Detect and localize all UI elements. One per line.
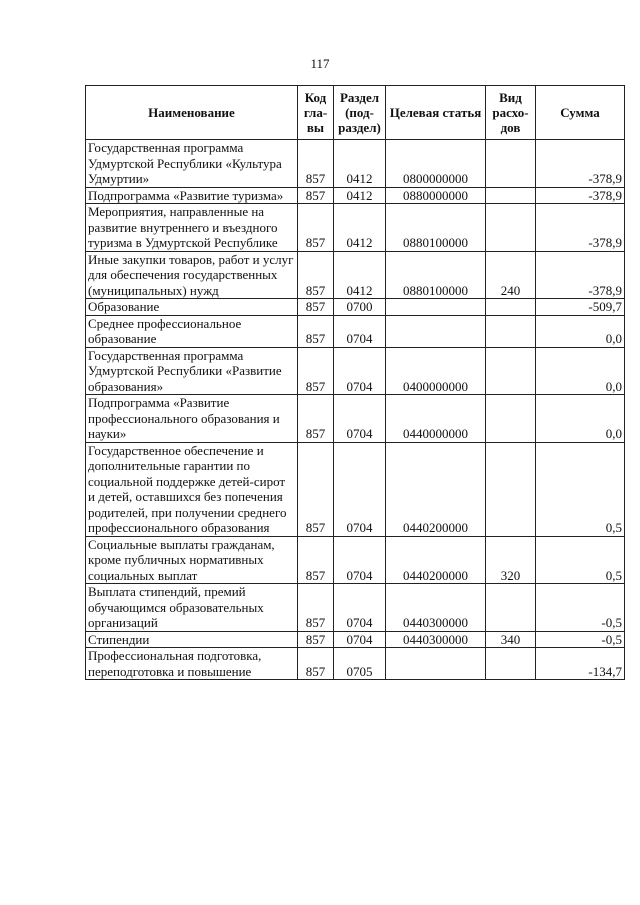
row-chapter-cell: 857 xyxy=(298,187,334,204)
row-name-cell: Образование xyxy=(86,299,298,316)
table-row xyxy=(86,140,625,188)
row-section-cell: 0412 xyxy=(334,187,386,204)
row-article-cell: 0440300000 xyxy=(386,631,486,648)
row-chapter-cell: 857 xyxy=(298,536,334,584)
row-section-cell: 0704 xyxy=(334,536,386,584)
row-article-cell: 0880000000 xyxy=(386,187,486,204)
row-chapter-cell: 857 xyxy=(298,584,334,632)
row-expense-type-cell xyxy=(486,442,536,536)
row-section-cell: 0704 xyxy=(334,347,386,395)
table-body xyxy=(86,140,625,680)
row-chapter-cell: 857 xyxy=(298,395,334,443)
row-expense-type-cell: 340 xyxy=(486,631,536,648)
table-row xyxy=(86,315,625,347)
row-article-cell: 0440300000 xyxy=(386,584,486,632)
row-expense-type-cell xyxy=(486,187,536,204)
row-sum-cell: -378,9 xyxy=(536,187,625,204)
table-row xyxy=(86,536,625,584)
row-name-cell: Профессиональная подготовка, переподготовка и повышение xyxy=(86,648,298,680)
row-name-cell: Выплата стипендий, премий обучающимся образовательных организаций xyxy=(86,584,298,632)
row-chapter-cell: 857 xyxy=(298,251,334,299)
row-chapter-cell: 857 xyxy=(298,631,334,648)
row-article-cell: 0880100000 xyxy=(386,204,486,252)
header-expense-type: Вид расхо- дов xyxy=(486,86,536,140)
row-chapter-cell: 857 xyxy=(298,315,334,347)
row-sum-cell: -0,5 xyxy=(536,631,625,648)
row-expense-type-cell xyxy=(486,315,536,347)
table-row xyxy=(86,648,625,680)
row-section-cell: 0704 xyxy=(334,631,386,648)
row-article-cell xyxy=(386,299,486,316)
table-header xyxy=(86,86,625,140)
header-chapter: Код гла- вы xyxy=(298,86,334,140)
row-sum-cell: -378,9 xyxy=(536,140,625,188)
table-row xyxy=(86,251,625,299)
row-expense-type-cell xyxy=(486,648,536,680)
row-name-cell: Подпрограмма «Развитие туризма» xyxy=(86,187,298,204)
row-sum-cell: -378,9 xyxy=(536,251,625,299)
header-name: Наименование xyxy=(86,86,298,140)
row-expense-type-cell xyxy=(486,347,536,395)
row-expense-type-cell xyxy=(486,299,536,316)
row-sum-cell: -378,9 xyxy=(536,204,625,252)
row-section-cell: 0700 xyxy=(334,299,386,316)
row-article-cell: 0440000000 xyxy=(386,395,486,443)
row-section-cell: 0412 xyxy=(334,204,386,252)
row-article-cell xyxy=(386,315,486,347)
row-name-cell: Государственная программа Удмуртской Республики «Развитие образования» xyxy=(86,347,298,395)
table-row xyxy=(86,631,625,648)
row-expense-type-cell: 240 xyxy=(486,251,536,299)
row-section-cell: 0704 xyxy=(334,584,386,632)
row-sum-cell: -0,5 xyxy=(536,584,625,632)
row-name-cell: Иные закупки товаров, работ и услуг для обеспечения государственных (муниципальных) нужд xyxy=(86,251,298,299)
row-chapter-cell: 857 xyxy=(298,442,334,536)
row-name-cell: Государственное обеспечение и дополнительные гарантии по социальной поддержке детей-сирот и детей, оставшихся без попечения родителей, при получении среднего профессионального образования xyxy=(86,442,298,536)
row-sum-cell: 0,0 xyxy=(536,347,625,395)
row-section-cell: 0412 xyxy=(334,140,386,188)
page-number: 117 xyxy=(310,56,330,71)
row-article-cell: 0800000000 xyxy=(386,140,486,188)
row-chapter-cell: 857 xyxy=(298,299,334,316)
row-expense-type-cell xyxy=(486,395,536,443)
row-sum-cell: -509,7 xyxy=(536,299,625,316)
row-article-cell: 0440200000 xyxy=(386,442,486,536)
row-section-cell: 0704 xyxy=(334,442,386,536)
header-sum: Сумма xyxy=(536,86,625,140)
row-section-cell: 0705 xyxy=(334,648,386,680)
table-row xyxy=(86,204,625,252)
table-row xyxy=(86,299,625,316)
row-section-cell: 0704 xyxy=(334,315,386,347)
row-expense-type-cell xyxy=(486,584,536,632)
row-name-cell: Социальные выплаты гражданам, кроме публичных нормативных социальных выплат xyxy=(86,536,298,584)
row-expense-type-cell: 320 xyxy=(486,536,536,584)
row-name-cell: Государственная программа Удмуртской Республики «Культура Удмуртии» xyxy=(86,140,298,188)
row-name-cell: Мероприятия, направленные на развитие внутреннего и въездного туризма в Удмуртской Республике xyxy=(86,204,298,252)
row-name-cell: Стипендии xyxy=(86,631,298,648)
row-article-cell xyxy=(386,648,486,680)
row-sum-cell: 0,5 xyxy=(536,442,625,536)
table-row xyxy=(86,187,625,204)
row-article-cell: 0880100000 xyxy=(386,251,486,299)
row-chapter-cell: 857 xyxy=(298,347,334,395)
row-sum-cell: 0,5 xyxy=(536,536,625,584)
table-row xyxy=(86,442,625,536)
table-row xyxy=(86,395,625,443)
budget-table xyxy=(85,85,625,680)
row-chapter-cell: 857 xyxy=(298,140,334,188)
row-sum-cell: -134,7 xyxy=(536,648,625,680)
row-article-cell: 0400000000 xyxy=(386,347,486,395)
row-section-cell: 0704 xyxy=(334,395,386,443)
row-chapter-cell: 857 xyxy=(298,204,334,252)
row-chapter-cell: 857 xyxy=(298,648,334,680)
row-name-cell: Подпрограмма «Развитие профессионального образования и науки» xyxy=(86,395,298,443)
row-expense-type-cell xyxy=(486,204,536,252)
header-section: Раздел (под- раздел) xyxy=(334,86,386,140)
table-row xyxy=(86,347,625,395)
row-sum-cell: 0,0 xyxy=(536,315,625,347)
row-expense-type-cell xyxy=(486,140,536,188)
row-sum-cell: 0,0 xyxy=(536,395,625,443)
table-row xyxy=(86,584,625,632)
header-article: Целевая статья xyxy=(386,86,486,140)
row-section-cell: 0412 xyxy=(334,251,386,299)
row-article-cell: 0440200000 xyxy=(386,536,486,584)
row-name-cell: Среднее профессиональное образование xyxy=(86,315,298,347)
